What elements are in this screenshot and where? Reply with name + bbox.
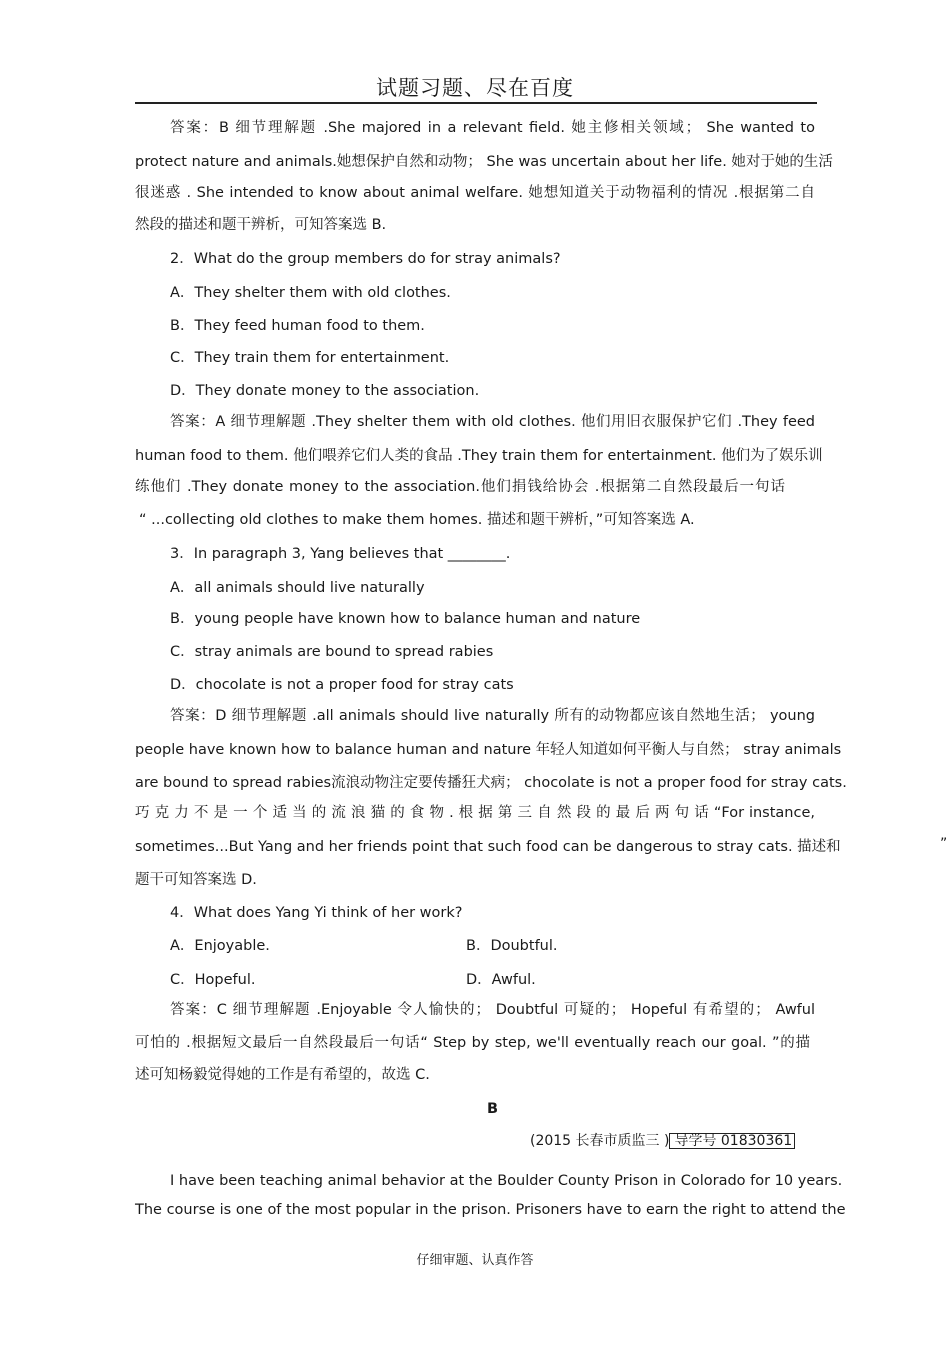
q4-option-a: A．Enjoyable.: [170, 938, 270, 954]
q3-closing-quote: ”: [940, 836, 948, 852]
passage-b-line-1: I have been teaching animal behavior at the Boulder County Prison in Colorado for 10 years.: [170, 1173, 843, 1189]
q3-answer-line-2: people have known how to balance human and nature 年轻人知道如何平衡人与自然； stray animals: [135, 742, 842, 758]
page-footer: 仔细审题、认真作答: [416, 1253, 534, 1268]
source-text: (2015 长春市质监三 ): [530, 1133, 670, 1149]
q2-option-a: A．They shelter them with old clothes.: [170, 285, 451, 301]
q2-answer-line-4: “ ...collecting old clothes to make them homes. 描述和题干辨析，”可知答案选 A.: [139, 512, 695, 528]
q3-option-a: A．all animals should live naturally: [170, 580, 425, 596]
section-b-source: [530, 1133, 795, 1149]
q3-option-b: B．young people have known how to balance human and nature: [170, 611, 641, 627]
page-header-title: 试题习题、尽在百度: [376, 76, 574, 100]
section-b-label: B: [486, 1101, 499, 1117]
q3-option-d: D．chocolate is not a proper food for stray cats: [170, 677, 514, 693]
q2-answer-line-2: human food to them. 他们喂养它们人类的食品 .They train them for entertainment. 他们为了娱乐训: [135, 448, 823, 464]
q3-answer-line-6: 题干可知答案选 D.: [135, 872, 257, 888]
q2-option-d: D．They donate money to the association.: [170, 383, 480, 399]
q4-answer-line-3: 述可知杨毅觉得她的工作是有希望的，故选 C.: [135, 1067, 430, 1083]
q3-answer-line-5: sometimes...But Yang and her friends point that such food can be dangerous to stray cats. 描述和: [135, 839, 841, 855]
q3-option-c: C．stray animals are bound to spread rabies: [170, 644, 494, 660]
guide-number-box: 导学号 01830361: [669, 1133, 795, 1149]
q4-answer-line-2: 可怕的 .根据短文最后一自然段最后一句话“ Step by step, we'll eventually reach our goal. ”的描: [135, 1035, 810, 1051]
q4-stem: 4．What does Yang Yi think of her work?: [170, 905, 463, 921]
q3-answer-line-1: 答案：D 细节理解题 .all animals should live naturally 所有的动物都应该自然地生活； young: [170, 708, 815, 724]
q4-option-c: C．Hopeful.: [170, 972, 256, 988]
q2-answer-line-1: 答案：A 细节理解题 .They shelter them with old clothes. 他们用旧衣服保护它们 .They feed: [170, 414, 815, 430]
q4-option-d: D．Awful.: [466, 972, 536, 988]
q2-option-c: C．They train them for entertainment.: [170, 350, 450, 366]
q3-answer-line-3: are bound to spread rabies流浪动物注定要传播狂犬病； chocolate is not a proper food for stray cats.: [135, 775, 847, 791]
q4-answer-line-1: 答案：C 细节理解题 .Enjoyable 令人愉快的； Doubtful 可疑的； Hopeful 有希望的； Awful: [170, 1002, 815, 1018]
q1-answer-line-3: 很迷惑 . She intended to know about animal welfare. 她想知道关于动物福利的情况 .根据第二自: [135, 185, 815, 201]
q2-stem: 2．What do the group members do for stray animals?: [170, 251, 561, 267]
passage-b-line-2: The course is one of the most popular in the prison. Prisoners have to earn the right to attend the: [135, 1202, 846, 1218]
q3-stem: 3．In paragraph 3, Yang believes that ________.: [170, 546, 511, 562]
q2-answer-line-3: 练他们 .They donate money to the association.他们捐钱给协会 .根据第二自然段最后一句话: [135, 479, 785, 495]
q1-answer-line-1: 答案：B 细节理解题 .She majored in a relevant field. 她主修相关领域； She wanted to: [170, 120, 815, 136]
q1-answer-line-4: 然段的描述和题干辨析，可知答案选 B.: [135, 217, 387, 233]
q2-option-b: B．They feed human food to them.: [170, 318, 425, 334]
header-divider: [135, 102, 817, 104]
q3-answer-line-4: 巧 克 力 不 是 一 个 适 当 的 流 浪 猫 的 食 物 . 根 据 第 三 自 然 段 的 最 后 两 句 话 “For instance,: [135, 805, 815, 821]
q1-answer-line-2: protect nature and animals.她想保护自然和动物； She was uncertain about her life. 她对于她的生活: [135, 154, 833, 170]
q4-option-b: B．Doubtful.: [466, 938, 558, 954]
